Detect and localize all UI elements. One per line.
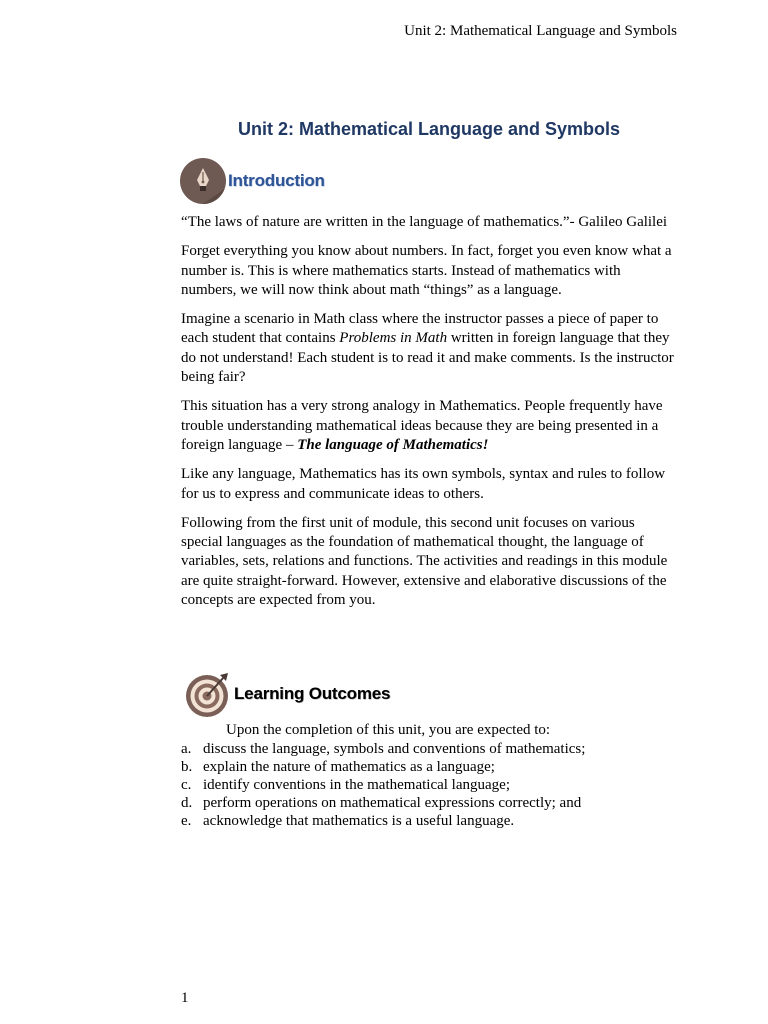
paragraph-3-part-1: This situation has a very strong analogy in Mathematics. People frequently have trouble understanding mathematical ideas because they are being presented in a foreign language – <box>181 398 663 453</box>
list-item <box>181 758 585 776</box>
learning-outcomes-list <box>181 740 585 830</box>
paragraph-5: Following from the first unit of module, this second unit focuses on various special languages as the foundation of mathematical thought, the language of variables, sets, relations and functions. The activities and readings in this module are quite straight-forward. However, extensive and elaborative discussions of the concepts are expected from you. <box>181 514 668 609</box>
list-item <box>181 812 585 830</box>
paragraph-2-emphasis: Problems in Math <box>339 330 448 347</box>
list-item <box>181 776 585 794</box>
quote-paragraph: “The laws of nature are written in the language of mathematics.”- Galileo Galilei <box>181 214 668 230</box>
target-icon <box>184 671 230 717</box>
list-item-text: discuss the language, symbols and conventions of mathematics; <box>203 741 586 757</box>
introduction-body <box>181 213 677 620</box>
paragraph-3 <box>181 397 677 455</box>
paragraph-2-part-1: Imagine a scenario in Math class where the instructor passes a piece of paper to each student that contains <box>181 311 659 347</box>
pen-nib-icon <box>180 158 226 204</box>
paragraph-4: Like any language, Mathematics has its own symbols, syntax and rules to follow for us to express and communicate ideas to others. <box>181 466 666 502</box>
list-item <box>181 740 585 758</box>
page-number: 1 <box>181 990 189 1006</box>
list-item-text: explain the nature of mathematics as a language; <box>203 759 495 775</box>
paragraph-1: Forget everything you know about numbers. In fact, forget you even know what a number is. This is where mathematics starts. Instead of mathematics with numbers, we will now think about math “things” as a language. <box>181 243 672 298</box>
list-item-marker: d. <box>181 795 193 811</box>
learning-outcomes-heading <box>184 671 390 717</box>
paragraph-3-emphasis: The language of Mathematics! <box>297 436 489 453</box>
introduction-heading <box>180 158 325 204</box>
paragraph-2-part-2: written in foreign language that they do not understand! Each student is to read it and make comments. Is the instructor being fair? <box>181 330 674 386</box>
list-item-text: acknowledge that mathematics is a useful language. <box>203 813 515 829</box>
list-item-marker: c. <box>181 777 192 793</box>
paragraph-2 <box>181 310 677 387</box>
page-title: Unit 2: Mathematical Language and Symbols <box>237 119 621 139</box>
list-item-marker: a. <box>181 741 192 757</box>
list-item-marker: e. <box>181 813 192 829</box>
learning-outcomes-heading-text: Learning Outcomes <box>234 684 391 703</box>
learning-outcomes-intro: Upon the completion of this unit, you are expected to: <box>226 722 551 738</box>
list-item <box>181 794 585 812</box>
list-item-marker: b. <box>181 759 193 775</box>
introduction-heading-text: Introduction <box>228 171 325 190</box>
list-item-text: identify conventions in the mathematical language; <box>203 777 510 793</box>
list-item-text: perform operations on mathematical expressions correctly; and <box>203 795 582 811</box>
running-header: Unit 2: Mathematical Language and Symbols <box>404 23 677 39</box>
